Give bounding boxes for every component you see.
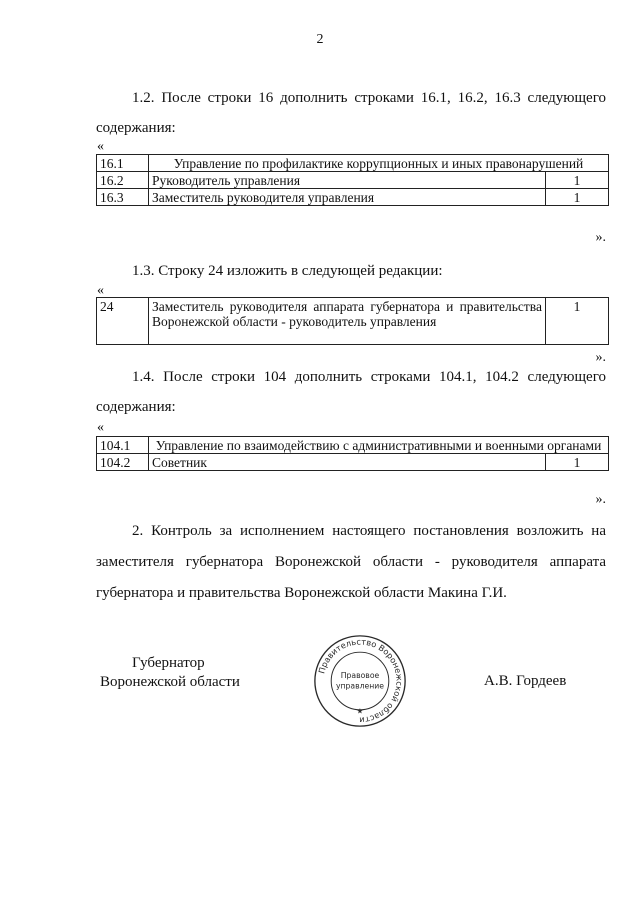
stamp-star-icon: ★: [356, 706, 364, 716]
table-row: [97, 189, 609, 206]
official-stamp: [312, 633, 408, 729]
row-text: Советник: [149, 454, 546, 471]
table-row: [97, 437, 609, 454]
close-quote-1-4: ».: [595, 492, 606, 507]
row-text: Управление по взаимодействию с административными и военными органами: [149, 437, 609, 454]
table-1-4: [96, 436, 609, 471]
row-text: Руководитель управления: [149, 172, 546, 189]
row-value: 1: [546, 454, 609, 471]
row-number: 104.1: [97, 437, 149, 454]
row-number: 16.1: [97, 155, 149, 172]
row-value: 1: [546, 172, 609, 189]
close-quote-1-2: ».: [595, 230, 606, 245]
row-number: 104.2: [97, 454, 149, 471]
row-number: 16.2: [97, 172, 149, 189]
signature-title-line2: Воронежской области: [100, 674, 240, 690]
table-row: [97, 298, 609, 345]
section-1-2-text: 1.2. После строки 16 дополнить строками 16.1, 16.2, 16.3 следующего содержания:: [96, 90, 606, 136]
row-number: 16.3: [97, 189, 149, 206]
row-value: 1: [546, 189, 609, 206]
signature-title-line1: Губернатор: [132, 655, 205, 671]
stamp-center-line1: Правовое: [340, 671, 380, 681]
table-row: [97, 172, 609, 189]
open-quote-1-2: «: [97, 139, 104, 154]
row-text: Заместитель руководителя управления: [149, 189, 546, 206]
row-text: Заместитель руководителя аппарата губернатора и правительства Воронежской области - руководитель управления: [149, 298, 546, 345]
open-quote-1-4: «: [97, 420, 104, 435]
row-number: 24: [97, 298, 149, 345]
close-quote-1-3: ».: [595, 350, 606, 365]
signature-name: А.В. Гордеев: [484, 673, 567, 689]
section-1-4-text: 1.4. После строки 104 дополнить строками 104.1, 104.2 следующего содержания:: [96, 369, 606, 415]
table-row: [97, 454, 609, 471]
row-value: 1: [546, 298, 609, 345]
table-1-2: [96, 154, 609, 206]
signature-title: [100, 654, 240, 692]
section-1-3-text: 1.3. Строку 24 изложить в следующей редакции:: [132, 263, 443, 279]
table-row: [97, 155, 609, 172]
stamp-center-line2: управление: [336, 681, 384, 691]
row-text: Управление по профилактике коррупционных и иных правонарушений: [149, 155, 609, 172]
open-quote-1-3: «: [97, 283, 104, 298]
page-number: 2: [316, 32, 324, 47]
table-1-3: [96, 297, 609, 345]
stamp-ring-text: Правительство Воронежской области: [316, 636, 405, 726]
section-2-text: 2. Контроль за исполнением настоящего постановления возложить на заместителя губернатора Воронежской области - руководителя аппарата губернатора и правительства Воронежской области Макина Г.И.: [96, 523, 606, 601]
